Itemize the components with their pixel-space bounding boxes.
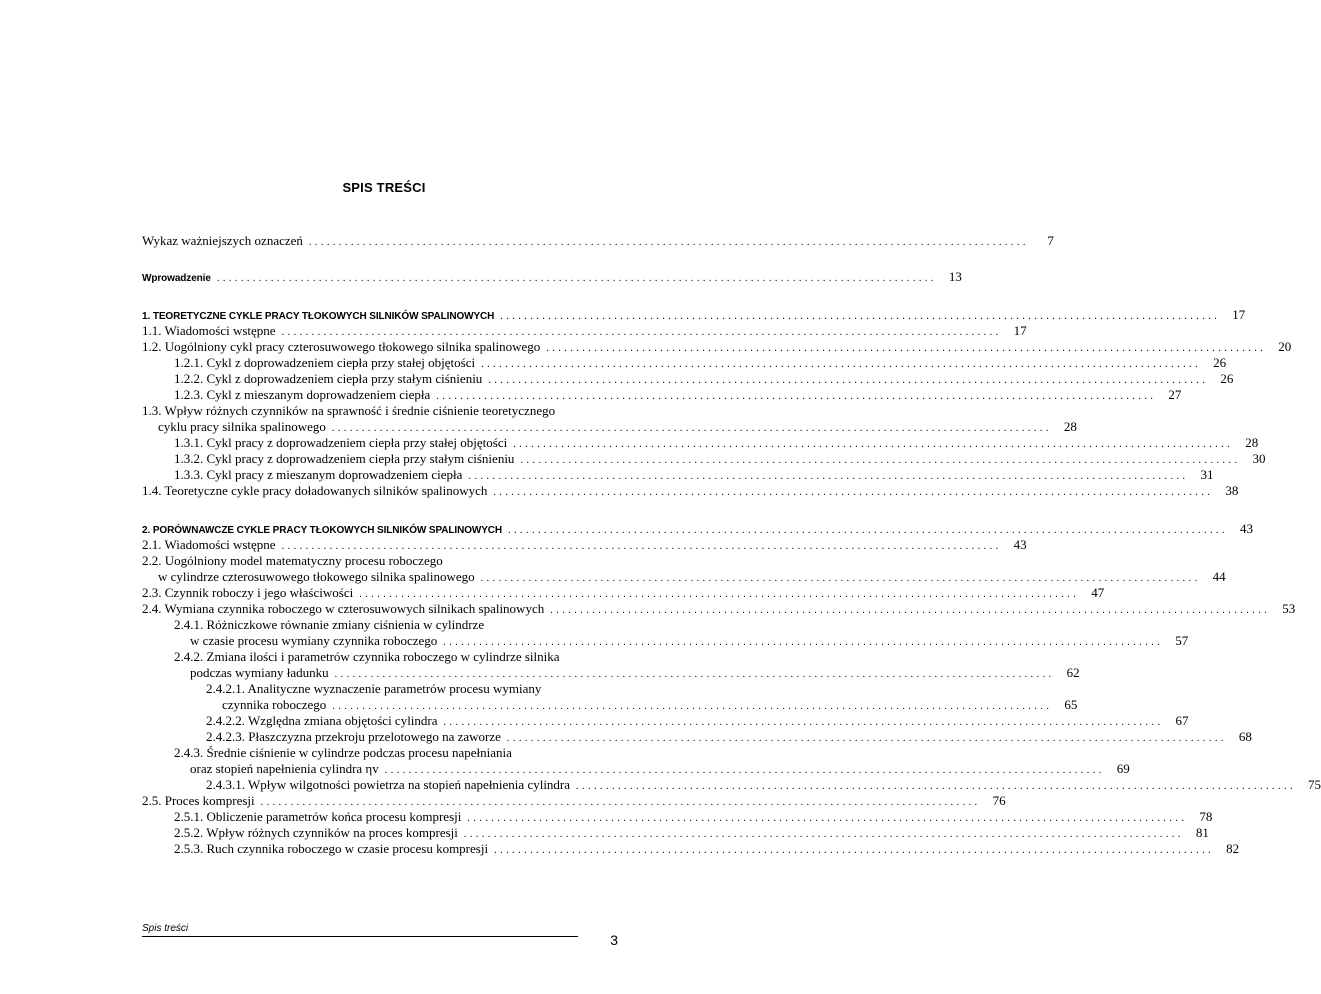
toc-entry-page: 38: [1225, 483, 1239, 498]
toc-entry-page: 31: [1200, 467, 1214, 482]
toc-entry: [142, 371, 1234, 387]
toc-entry-page: 47: [1091, 585, 1105, 600]
toc-entry-page: 67: [1175, 713, 1189, 728]
toc-entry-title: 1.2.3. Cykl z mieszanym doprowadzeniem ciepła: [174, 387, 431, 402]
dot-leader: . . . . . . . . . . . . . . . . . . . . . . . . . . . . . . . . . . . . . . . . . . . . . . . . . . . . . . . . . . . . . . . . . . . . . . . . . . . . . . . . . . . . . . . . . . . . . . . . . . . . . . . . . . . . . . . . . . . . . . . .: [359, 589, 1077, 600]
toc-entry: [142, 825, 1209, 841]
toc-entry-page: 43: [1240, 521, 1254, 536]
toc-entry-title: 1. TEORETYCZNE CYKLE PRACY TŁOKOWYCH SILNIKÓW SPALINOWYCH: [142, 311, 495, 322]
toc-entry-title: cyklu pracy silnika spalinowego: [158, 419, 326, 434]
toc-entry-title: oraz stopień napełnienia cylindra ηv: [190, 761, 379, 776]
toc-entry-page: 26: [1220, 371, 1234, 386]
toc-entry-page: 28: [1245, 435, 1259, 450]
toc-entry-title: 1.2. Uogólniony cykl pracy czterosuwowego tłokowego silnika spalinowego: [142, 339, 541, 354]
toc-entry-title: 2.3. Czynnik roboczy i jego właściwości: [142, 585, 354, 600]
toc-entry-title: 2.4.1. Różniczkowe równanie zmiany ciśnienia w cylindrze: [174, 617, 485, 632]
page-number: 3: [610, 932, 618, 948]
dot-leader: . . . . . . . . . . . . . . . . . . . . . . . . . . . . . . . . . . . . . . . . . . . . . . . . . . . . . . . . . . . . . . . . . . . . . . . . . . . . . . . . . . . . . . . . . . . . . . . . . . . . . . . . . . . . . . . . . . . . . . . .: [508, 525, 1226, 536]
dot-leader: . . . . . . . . . . . . . . . . . . . . . . . . . . . . . . . . . . . . . . . . . . . . . . . . . . . . . . . . . . . . . . . . . . . . . . . . . . . . . . . . . . . . . . . . . . . . . . . . . . . . . . . . . . . . . . . . . . . . . . . .: [506, 733, 1224, 744]
dot-leader: . . . . . . . . . . . . . . . . . . . . . . . . . . . . . . . . . . . . . . . . . . . . . . . . . . . . . . . . . . . . . . . . . . . . . . . . . . . . . . . . . . . . . . . . . . . . . . . . . . . . . . . . . . . . . . . . . . . . . . . .: [463, 829, 1181, 840]
toc-entry-title: 1.2.2. Cykl z doprowadzeniem ciepła przy stałym ciśnieniu: [174, 371, 483, 386]
toc-entry: [142, 403, 612, 419]
dot-leader: . . . . . . . . . . . . . . . . . . . . . . . . . . . . . . . . . . . . . . . . . . . . . . . . . . . . . . . . . . . . . . . . . . . . . . . . . . . . . . . . . . . . . . . . . . . . . . . . . . . . . . . . . . . . . . . . . . . . . . . .: [260, 797, 978, 808]
toc-entry-page: 65: [1064, 697, 1078, 712]
dot-leader: . . . . . . . . . . . . . . . . . . . . . . . . . . . . . . . . . . . . . . . . . . . . . . . . . . . . . . . . . . . . . . . . . . . . . . . . . . . . . . . . . . . . . . . . . . . . . . . . . . . . . . . . . . . . . . . . . . . . . . . .: [480, 573, 1198, 584]
dot-leader: . . . . . . . . . . . . . . . . . . . . . . . . . . . . . . . . . . . . . . . . . . . . . . . . . . . . . . . . . . . . . . . . . . . . . . . . . . . . . . . . . . . . . . . . . . . . . . . . . . . . . . . . . . . . . . . . . . . . . . . .: [576, 781, 1294, 792]
toc-entry-title: 1.3. Wpływ różnych czynników na sprawność i średnie ciśnienie teoretycznego: [142, 403, 556, 418]
toc-entry-page: 43: [1013, 537, 1027, 552]
toc-entry: [142, 537, 1027, 553]
toc-entry-page: 82: [1226, 841, 1240, 856]
dot-leader: . . . . . . . . . . . . . . . . . . . . . . . . . . . . . . . . . . . . . . . . . . . . . . . . . . . . . . . . . . . . . . . . . . . . . . . . . . . . . . . . . . . . . . . . . . . . . . . . . . . . . . . . . . . . . . . . . . . . . . . .: [384, 765, 1102, 776]
dot-leader: . . . . . . . . . . . . . . . . . . . . . . . . . . . . . . . . . . . . . . . . . . . . . . . . . . . . . . . . . . . . . . . . . . . . . . . . . . . . . . . . . . . . . . . . . . . . . . . . . . . . . . . . . . . . . . . . . . . . . . . .: [436, 391, 1154, 402]
toc-entry: [142, 569, 1226, 585]
dot-leader: . . . . . . . . . . . . . . . . . . . . . . . . . . . . . . . . . . . . . . . . . . . . . . . . . . . . . . . . . . . . . . . . . . . . . . . . . . . . . . . . . . . . . . . . . . . . . . . . . . . . . . . . . . . . . . . . . . . . . . . .: [546, 343, 1264, 354]
toc-entry-title: w czasie procesu wymiany czynnika roboczego: [190, 633, 438, 648]
toc-entry: [142, 451, 1266, 467]
toc-entry: [142, 665, 1080, 681]
toc-entry-page: 81: [1195, 825, 1209, 840]
toc-entry: [142, 601, 1296, 617]
table-of-contents: [142, 233, 1321, 857]
toc-entry: [142, 553, 612, 569]
dot-leader: . . . . . . . . . . . . . . . . . . . . . . . . . . . . . . . . . . . . . . . . . . . . . . . . . . . . . . . . . . . . . . . . . . . . . . . . . . . . . . . . . . . . . . . . . . . . . . . . . . . . . . . . . . . . . . . . . . . . . . . .: [520, 455, 1238, 466]
toc-entry-page: 30: [1252, 451, 1266, 466]
toc-entry-page: 78: [1199, 809, 1213, 824]
toc-entry-page: 17: [1013, 323, 1027, 338]
toc-entry-title: 1.3.2. Cykl pracy z doprowadzeniem ciepła przy stałym ciśnieniu: [174, 451, 515, 466]
toc-entry-page: 44: [1212, 569, 1226, 584]
toc-entry-page: 69: [1116, 761, 1130, 776]
dot-leader: . . . . . . . . . . . . . . . . . . . . . . . . . . . . . . . . . . . . . . . . . . . . . . . . . . . . . . . . . . . . . . . . . . . . . . . . . . . . . . . . . . . . . . . . . . . . . . . . . . . . . . . . . . . . . . . . . . . . . . . .: [494, 845, 1212, 856]
section-gap: [142, 499, 612, 521]
toc-entry-page: 27: [1168, 387, 1182, 402]
toc-entry: [142, 521, 1254, 537]
dot-leader: . . . . . . . . . . . . . . . . . . . . . . . . . . . . . . . . . . . . . . . . . . . . . . . . . . . . . . . . . . . . . . . . . . . . . . . . . . . . . . . . . . . . . . . . . . . . . . . . . . . . . . . . . . . . . . . . . . . . . . . .: [334, 669, 1052, 680]
toc-entry-title: 2.4.3.1. Wpływ wilgotności powietrza na stopień napełnienia cylindra: [206, 777, 571, 792]
toc-entry-title: 2.5.1. Obliczenie parametrów końca procesu kompresji: [174, 809, 462, 824]
toc-entry: [142, 323, 1027, 339]
dot-leader: . . . . . . . . . . . . . . . . . . . . . . . . . . . . . . . . . . . . . . . . . . . . . . . . . . . . . . . . . . . . . . . . . . . . . . . . . . . . . . . . . . . . . . . . . . . . . . . . . . . . . . . . . . . . . . . . . . . . . . . .: [216, 273, 934, 284]
toc-entry: [142, 269, 962, 285]
toc-entry-title: 1.4. Teoretyczne cykle pracy doładowanych silników spalinowych: [142, 483, 488, 498]
toc-entry-title: 2.4.3. Średnie ciśnienie w cylindrze podczas procesu napełniania: [174, 745, 512, 760]
section-gap: [142, 285, 612, 307]
toc-entry-title: 1.2.1. Cykl z doprowadzeniem ciepła przy stałej objętości: [174, 355, 476, 370]
toc-entry-page: 76: [992, 793, 1006, 808]
toc-entry-title: 2.4. Wymiana czynnika roboczego w czterosuwowych silnikach spalinowych: [142, 601, 545, 616]
toc-entry-page: 57: [1175, 633, 1189, 648]
dot-leader: . . . . . . . . . . . . . . . . . . . . . . . . . . . . . . . . . . . . . . . . . . . . . . . . . . . . . . . . . . . . . . . . . . . . . . . . . . . . . . . . . . . . . . . . . . . . . . . . . . . . . . . . . . . . . . . . . . . . . . . .: [550, 605, 1268, 616]
dot-leader: . . . . . . . . . . . . . . . . . . . . . . . . . . . . . . . . . . . . . . . . . . . . . . . . . . . . . . . . . . . . . . . . . . . . . . . . . . . . . . . . . . . . . . . . . . . . . . . . . . . . . . . . . . . . . . . . . . . . . . . .: [468, 471, 1186, 482]
dot-leader: . . . . . . . . . . . . . . . . . . . . . . . . . . . . . . . . . . . . . . . . . . . . . . . . . . . . . . . . . . . . . . . . . . . . . . . . . . . . . . . . . . . . . . . . . . . . . . . . . . . . . . . . . . . . . . . . . . . . . . . .: [281, 327, 999, 338]
toc-entry-title: podczas wymiany ładunku: [190, 665, 329, 680]
toc-entry-page: 20: [1278, 339, 1292, 354]
toc-entry: [142, 793, 1006, 809]
toc-entry-title: 2.5. Proces kompresji: [142, 793, 255, 808]
toc-entry: [142, 697, 1078, 713]
toc-entry: [142, 809, 1213, 825]
toc-entry: [142, 435, 1259, 451]
toc-entry: [142, 681, 612, 697]
toc-entry-title: czynnika roboczego: [222, 697, 327, 712]
toc-entry: [142, 617, 612, 633]
toc-entry-title: Wprowadzenie: [142, 273, 211, 284]
toc-entry-title: 2.2. Uogólniony model matematyczny procesu roboczego: [142, 553, 443, 568]
toc-entry-page: 17: [1232, 307, 1246, 322]
toc-entry: [142, 585, 1105, 601]
dot-leader: . . . . . . . . . . . . . . . . . . . . . . . . . . . . . . . . . . . . . . . . . . . . . . . . . . . . . . . . . . . . . . . . . . . . . . . . . . . . . . . . . . . . . . . . . . . . . . . . . . . . . . . . . . . . . . . . . . . . . . . .: [443, 637, 1161, 648]
toc-entry: [142, 355, 1227, 371]
toc-entry-page: 75: [1308, 777, 1321, 792]
toc-entry-title: 1.3.3. Cykl pracy z mieszanym doprowadzeniem ciepła: [174, 467, 463, 482]
dot-leader: . . . . . . . . . . . . . . . . . . . . . . . . . . . . . . . . . . . . . . . . . . . . . . . . . . . . . . . . . . . . . . . . . . . . . . . . . . . . . . . . . . . . . . . . . . . . . . . . . . . . . . . . . . . . . . . . . . . . . . . .: [308, 237, 1026, 248]
dot-leader: . . . . . . . . . . . . . . . . . . . . . . . . . . . . . . . . . . . . . . . . . . . . . . . . . . . . . . . . . . . . . . . . . . . . . . . . . . . . . . . . . . . . . . . . . . . . . . . . . . . . . . . . . . . . . . . . . . . . . . . .: [488, 375, 1206, 386]
toc-entry-page: 68: [1238, 729, 1252, 744]
running-footer-label: Spis treści: [142, 923, 189, 934]
toc-entry-title: 2.4.2.3. Płaszczyzna przekroju przelotowego na zaworze: [206, 729, 501, 744]
dot-leader: . . . . . . . . . . . . . . . . . . . . . . . . . . . . . . . . . . . . . . . . . . . . . . . . . . . . . . . . . . . . . . . . . . . . . . . . . . . . . . . . . . . . . . . . . . . . . . . . . . . . . . . . . . . . . . . . . . . . . . . .: [443, 717, 1161, 728]
toc-entry: [142, 483, 1239, 499]
toc-entry: [142, 841, 1240, 857]
toc-entry-title: 2. PORÓWNAWCZE CYKLE PRACY TŁOKOWYCH SILNIKÓW SPALINOWYCH: [142, 525, 503, 536]
toc-entry-title: 1.3.1. Cykl pracy z doprowadzeniem ciepła przy stałej objętości: [174, 435, 508, 450]
toc-entry-title: 2.1. Wiadomości wstępne: [142, 537, 276, 552]
dot-leader: . . . . . . . . . . . . . . . . . . . . . . . . . . . . . . . . . . . . . . . . . . . . . . . . . . . . . . . . . . . . . . . . . . . . . . . . . . . . . . . . . . . . . . . . . . . . . . . . . . . . . . . . . . . . . . . . . . . . . . . .: [500, 311, 1218, 322]
toc-entry: [142, 729, 1252, 745]
toc-entry-page: 13: [948, 269, 962, 284]
toc-entry-title: Wykaz ważniejszych oznaczeń: [142, 233, 303, 248]
toc-entry-page: 62: [1066, 665, 1080, 680]
toc-entry: [142, 467, 1214, 483]
toc-entry-title: 1.1. Wiadomości wstępne: [142, 323, 276, 338]
footer-rule: [142, 936, 578, 937]
dot-leader: . . . . . . . . . . . . . . . . . . . . . . . . . . . . . . . . . . . . . . . . . . . . . . . . . . . . . . . . . . . . . . . . . . . . . . . . . . . . . . . . . . . . . . . . . . . . . . . . . . . . . . . . . . . . . . . . . . . . . . . .: [493, 487, 1211, 498]
dot-leader: . . . . . . . . . . . . . . . . . . . . . . . . . . . . . . . . . . . . . . . . . . . . . . . . . . . . . . . . . . . . . . . . . . . . . . . . . . . . . . . . . . . . . . . . . . . . . . . . . . . . . . . . . . . . . . . . . . . . . . . .: [481, 359, 1199, 370]
toc-entry: [142, 761, 1130, 777]
section-gap: [142, 249, 612, 269]
toc-entry-page: 7: [1047, 233, 1054, 248]
toc-entry: [142, 419, 1077, 435]
toc-entry: [142, 713, 1189, 729]
toc-entry-title: w cylindrze czterosuwowego tłokowego silnika spalinowego: [158, 569, 475, 584]
page-title: SPIS TREŚCI: [342, 180, 426, 195]
dot-leader: . . . . . . . . . . . . . . . . . . . . . . . . . . . . . . . . . . . . . . . . . . . . . . . . . . . . . . . . . . . . . . . . . . . . . . . . . . . . . . . . . . . . . . . . . . . . . . . . . . . . . . . . . . . . . . . . . . . . . . . .: [331, 423, 1049, 434]
toc-entry: [142, 633, 1189, 649]
toc-entry: [142, 745, 612, 761]
toc-entry: [142, 777, 1321, 793]
toc-entry: [142, 649, 612, 665]
toc-entry-title: 2.4.2. Zmiana ilości i parametrów czynnika roboczego w cylindrze silnika: [174, 649, 560, 664]
dot-leader: . . . . . . . . . . . . . . . . . . . . . . . . . . . . . . . . . . . . . . . . . . . . . . . . . . . . . . . . . . . . . . . . . . . . . . . . . . . . . . . . . . . . . . . . . . . . . . . . . . . . . . . . . . . . . . . . . . . . . . . .: [281, 541, 999, 552]
toc-entry-page: 28: [1063, 419, 1077, 434]
toc-entry: [142, 307, 1246, 323]
toc-entry-page: 53: [1282, 601, 1296, 616]
toc-entry: [142, 339, 1292, 355]
toc-entry: [142, 233, 1054, 249]
dot-leader: . . . . . . . . . . . . . . . . . . . . . . . . . . . . . . . . . . . . . . . . . . . . . . . . . . . . . . . . . . . . . . . . . . . . . . . . . . . . . . . . . . . . . . . . . . . . . . . . . . . . . . . . . . . . . . . . . . . . . . . .: [513, 439, 1231, 450]
toc-entry: [142, 387, 1182, 403]
toc-entry-title: 2.4.2.1. Analityczne wyznaczenie parametrów procesu wymiany: [206, 681, 542, 696]
dot-leader: . . . . . . . . . . . . . . . . . . . . . . . . . . . . . . . . . . . . . . . . . . . . . . . . . . . . . . . . . . . . . . . . . . . . . . . . . . . . . . . . . . . . . . . . . . . . . . . . . . . . . . . . . . . . . . . . . . . . . . . .: [332, 701, 1050, 712]
toc-entry-title: 2.5.3. Ruch czynnika roboczego w czasie procesu kompresji: [174, 841, 489, 856]
toc-entry-title: 2.5.2. Wpływ różnych czynników na proces kompresji: [174, 825, 458, 840]
toc-entry-page: 26: [1213, 355, 1227, 370]
dot-leader: . . . . . . . . . . . . . . . . . . . . . . . . . . . . . . . . . . . . . . . . . . . . . . . . . . . . . . . . . . . . . . . . . . . . . . . . . . . . . . . . . . . . . . . . . . . . . . . . . . . . . . . . . . . . . . . . . . . . . . . .: [467, 813, 1185, 824]
toc-entry-title: 2.4.2.2. Względna zmiana objętości cylindra: [206, 713, 438, 728]
